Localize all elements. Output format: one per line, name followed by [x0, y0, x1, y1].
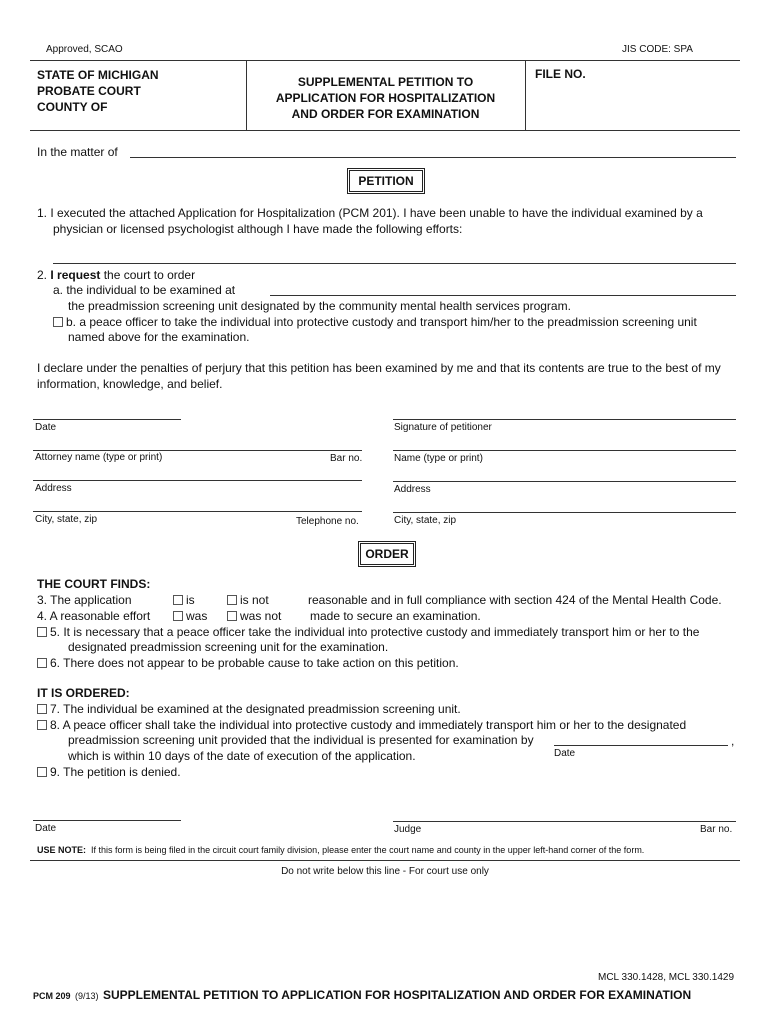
city-left-label: City, state, zip [35, 514, 98, 525]
item2b-line1: b. a peace officer to take the individual into protective custody and transport him/her to the preadmission screening unit [53, 315, 697, 329]
item3-isnot-option[interactable]: is not [227, 593, 269, 607]
order-heading: ORDER [358, 541, 416, 567]
item8-line2: preadmission screening unit provided that the individual is presented for examination by [68, 733, 534, 747]
item8-checkbox[interactable] [37, 720, 47, 730]
use-note: USE NOTE: If this form is being filed in the circuit court family division, please enter the court name and county in the upper left-hand corner of the form. [37, 845, 645, 855]
petitioner-name-field[interactable] [393, 450, 736, 451]
item8-date-label: Date [554, 748, 576, 759]
item2a-line1: a. the individual to be examined at [53, 283, 236, 297]
item6-line: 6. There does not appear to be probable cause to take action on this petition. [37, 656, 459, 670]
declare-line2: information, knowledge, and belief. [37, 377, 223, 391]
item4-was-option[interactable]: was [173, 609, 207, 623]
judge-bar-no-label: Bar no. [700, 824, 733, 835]
address-left-label: Address [35, 483, 72, 494]
state-label: STATE OF MICHIGAN [37, 68, 159, 82]
petitioner-city-field[interactable] [393, 512, 736, 513]
city-right-label: City, state, zip [394, 515, 457, 526]
item8-comma: , [731, 734, 735, 748]
attorney-city-field[interactable] [33, 511, 362, 512]
item3-label: 3. The application [37, 593, 132, 607]
telephone-label: Telephone no. [296, 516, 359, 527]
court-use-label: Do not write below this line - For court use only [281, 866, 489, 877]
item3-rest: reasonable and in full compliance with section 424 of the Mental Health Code. [308, 593, 722, 607]
item4-rest: made to secure an examination. [310, 609, 481, 623]
order-date-field[interactable] [33, 820, 181, 821]
bar-no-label: Bar no. [330, 453, 363, 464]
item8-line3: which is within 10 days of the date of execution of the application. [68, 749, 416, 763]
item7-line: 7. The individual be examined at the designated preadmission screening unit. [37, 702, 461, 716]
item3-isnot-checkbox[interactable] [227, 595, 237, 605]
header-bottom-rule [30, 130, 740, 131]
matter-field[interactable] [130, 157, 736, 158]
date-label: Date [35, 422, 57, 433]
item3-is-option[interactable]: is [173, 593, 195, 607]
judge-signature-field[interactable] [393, 821, 736, 822]
item5-line2: designated preadmission screening unit for the examination. [68, 640, 389, 654]
item1-line1: 1. I executed the attached Application for Hospitalization (PCM 201). I have been unable to have the individual examined by a [37, 206, 703, 220]
is-ordered-heading: IT IS ORDERED: [37, 686, 130, 700]
name-label: Name (type or print) [394, 453, 483, 464]
item2b-checkbox[interactable] [53, 317, 63, 327]
item7-checkbox[interactable] [37, 704, 47, 714]
attorney-label: Attorney name (type or print) [35, 452, 163, 463]
header-divider-2 [525, 60, 526, 130]
court-label: PROBATE COURT [37, 84, 141, 98]
footer-title: PCM 209 (9/13) SUPPLEMENTAL PETITION TO APPLICATION FOR HOSPITALIZATION AND ORDER FOR EXAMINATION [33, 988, 692, 1002]
item4-wasnot-checkbox[interactable] [227, 611, 237, 621]
declare-line1: I declare under the penalties of perjury that this petition has been examined by me and that its contents are true to the best of my [37, 361, 721, 375]
court-info[interactable] [37, 67, 159, 115]
form-title: SUPPLEMENTAL PETITION TO APPLICATION FOR HOSPITALIZATION AND ORDER FOR EXAMINATION [275, 75, 496, 121]
item9-checkbox[interactable] [37, 767, 47, 777]
order-date-label: Date [35, 823, 57, 834]
item4-wasnot-option[interactable]: was not [227, 609, 281, 623]
header-top-rule [30, 60, 740, 61]
court-finds-heading: THE COURT FINDS: [37, 577, 151, 591]
item3-is-checkbox[interactable] [173, 595, 183, 605]
matter-label: In the matter of [37, 145, 118, 159]
item5-checkbox[interactable] [37, 627, 47, 637]
item1-line2: physician or licensed psychologist although I have made the following efforts: [53, 222, 463, 236]
attorney-address-field[interactable] [33, 480, 362, 481]
signature-label: Signature of petitioner [394, 422, 492, 433]
exam-by-date-field[interactable] [554, 745, 728, 746]
file-no-label: FILE NO. [535, 67, 586, 81]
petition-date-field[interactable] [33, 419, 181, 420]
item4-was-checkbox[interactable] [173, 611, 183, 621]
approved-label: Approved, SCAO [46, 44, 123, 55]
item2a-line2: the preadmission screening unit designated by the community mental health services program. [68, 299, 571, 313]
item2-line: 2. I request the court to order [37, 268, 196, 282]
petition-heading: PETITION [347, 168, 425, 194]
exam-location-field[interactable] [270, 295, 736, 296]
petitioner-address-field[interactable] [393, 481, 736, 482]
item5-line1: 5. It is necessary that a peace officer take the individual into protective custody and immediately transport him or her to the [37, 625, 699, 639]
efforts-field[interactable] [53, 263, 736, 264]
item6-checkbox[interactable] [37, 658, 47, 668]
address-right-label: Address [394, 484, 431, 495]
county-label: COUNTY OF [37, 100, 108, 114]
attorney-name-field[interactable] [33, 450, 362, 451]
item8-line1: 8. A peace officer shall take the individual into protective custody and immediately transport him or her to the designated [37, 718, 686, 732]
item2b-line2: named above for the examination. [68, 330, 250, 344]
judge-label: Judge [394, 824, 422, 835]
item9-line: 9. The petition is denied. [37, 765, 181, 779]
court-use-rule [30, 860, 740, 861]
item4-label: 4. A reasonable effort [37, 609, 151, 623]
jis-code: JIS CODE: SPA [622, 44, 693, 55]
mcl-reference: MCL 330.1428, MCL 330.1429 [598, 972, 735, 983]
petitioner-signature-field[interactable] [393, 419, 736, 420]
